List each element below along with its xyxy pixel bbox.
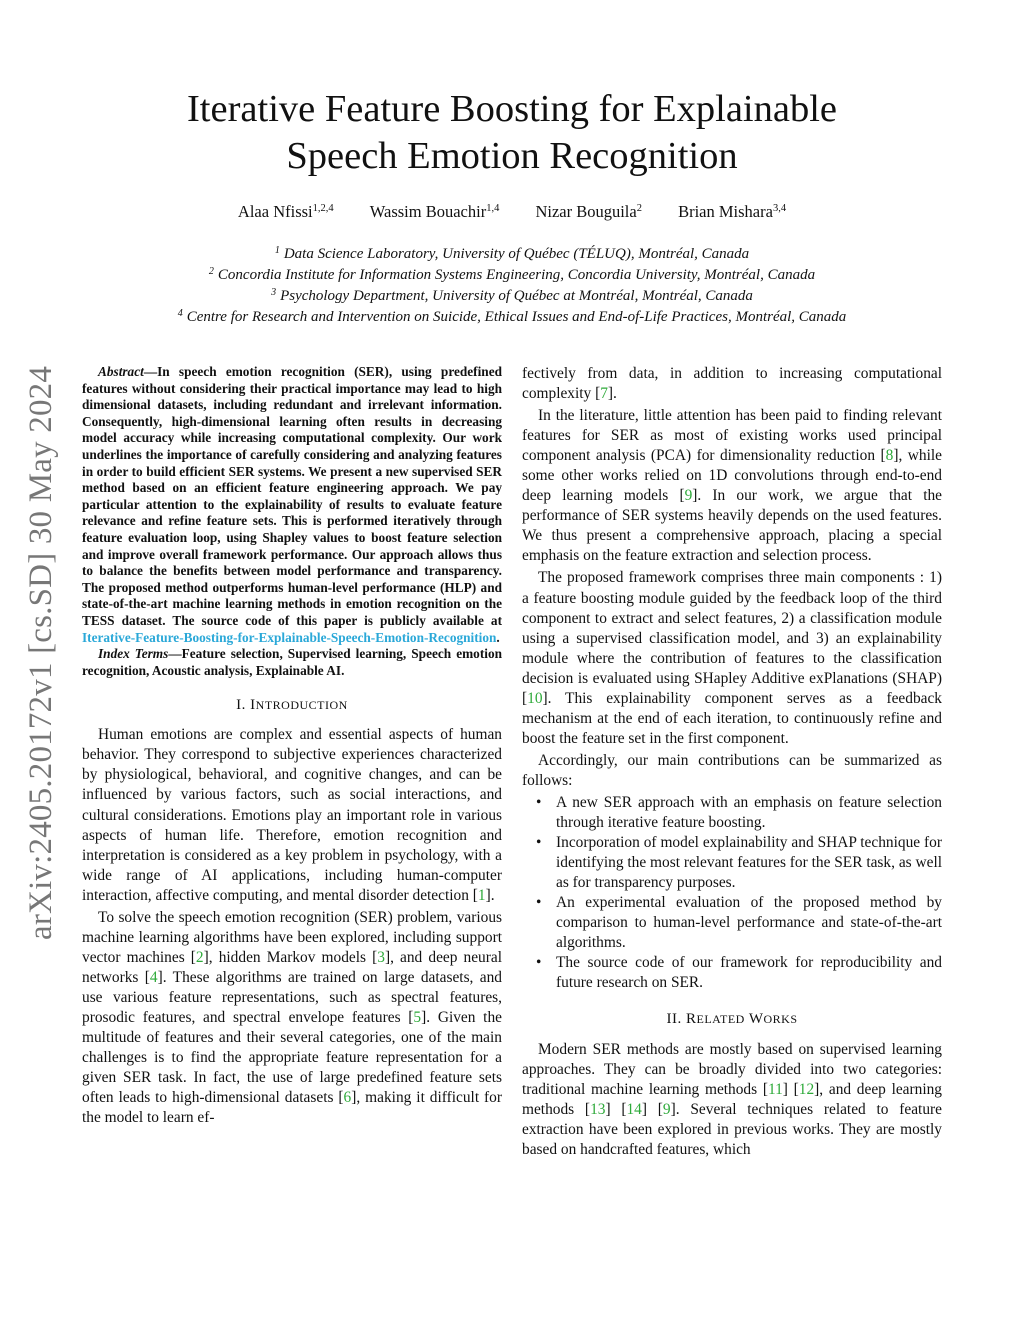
- bullet: •: [536, 894, 542, 912]
- paragraph-text: ], and deep neural networks [: [82, 948, 502, 986]
- contribution-list: [522, 793, 942, 993]
- affiliation: [0, 286, 1024, 307]
- paragraph-text: ]. Several techniques related to feature extraction have been explored in previous works. They are mostly based on handcrafted features, which: [522, 1100, 942, 1158]
- citation-link[interactable]: 9: [662, 1100, 671, 1118]
- affiliation-text: Centre for Research and Intervention on Suicide, Ethical Issues and End-of-Life Practices, Montréal, Canada: [186, 309, 847, 325]
- affiliation-number: 4: [177, 308, 183, 319]
- citation-link[interactable]: 3: [377, 948, 385, 966]
- list-item: [522, 953, 942, 993]
- paragraph-text: ].: [485, 886, 495, 904]
- affiliation-text: Data Science Laboratory, University of Québec (TÉLUQ), Montréal, Canada: [283, 246, 750, 262]
- left-column: [82, 364, 502, 1128]
- section-numeral: II.: [666, 1011, 682, 1028]
- paper-title: [100, 86, 924, 180]
- citation-link[interactable]: 10: [527, 689, 543, 707]
- citation-link[interactable]: 12: [798, 1080, 815, 1098]
- affiliation-number: 2: [208, 266, 214, 277]
- intro-paragraph-2: [82, 908, 502, 1129]
- paragraph-text: ] [: [605, 1100, 627, 1118]
- author: [238, 202, 334, 221]
- paragraph-text: The proposed framework comprises three main components : 1) a feature boosting module guided by the feedback loop of the third component to extract and select features, 2) a classification module using a supervised classification model, and 3) an explainability module where the contribution of features to the classification decision is evaluated using SHapley Additive exPlanations (SHAP) [: [522, 569, 942, 707]
- paragraph-text: To solve the speech emotion recognition (SER) problem, various machine learning algorithms have been explored, including support vector machines [: [82, 908, 502, 966]
- paragraph-text: ], and deep learning methods [: [522, 1080, 943, 1118]
- author-name: Brian Mishara: [678, 202, 773, 221]
- abstract: [82, 364, 502, 646]
- author-name: Wassim Bouachir: [369, 202, 487, 221]
- affiliation-text: Concordia Institute for Information Systems Engineering, Concordia University, Montréal, Canada: [217, 267, 816, 283]
- paragraph-text: Modern SER methods are mostly based on supervised learning approaches. They can be broadly divided into two categories: traditional machine learning methods [: [522, 1040, 942, 1098]
- affiliation-list: [0, 244, 1024, 328]
- paragraph-text: ]. These algorithms are trained on large datasets, and use various feature representations, such as spectral features, prosodic features, and spectral envelope features [: [82, 968, 502, 1026]
- bullet: •: [536, 793, 542, 811]
- affiliation-text: Psychology Department, University of Québec at Montréal, Montréal, Canada: [280, 288, 753, 304]
- paragraph-text: Human emotions are complex and essential aspects of human behavior. They correspond to subjective experiences characterized by physiological, behavioral, and cognitive changes, and can be influenced by various factors, such as social interactions, and cultural considerations. Emotions play an important role in various aspects of human life. Therefore, emotion recognition and interpretation is considered as a key problem in psychology, with a wide range of AI applications, including human-computer interaction, affective computing, and mental disorder detection [: [82, 726, 502, 904]
- bullet: •: [536, 834, 542, 852]
- citation-link[interactable]: 14: [626, 1100, 642, 1118]
- section-numeral: I.: [236, 697, 246, 714]
- right-column: [522, 364, 942, 1160]
- citation-link[interactable]: 11: [767, 1080, 783, 1098]
- author: [370, 202, 500, 221]
- paragraph-text: fectively from data, in addition to increasing computational complexity [: [522, 365, 942, 403]
- author-affiliation-marks: 1,4: [486, 203, 500, 214]
- list-item-text: A new SER approach with an emphasis on feature selection through iterative feature boosting.: [556, 793, 942, 832]
- related-paragraph-1: [522, 1040, 942, 1160]
- author-name: Alaa Nfissi: [237, 202, 313, 221]
- paragraph-text: ].: [607, 385, 617, 403]
- section-title-rest: ORKS: [763, 1012, 798, 1027]
- intro-paragraph-3: [522, 406, 942, 566]
- citation-link[interactable]: 1: [477, 886, 486, 904]
- abstract-end: .: [496, 629, 500, 645]
- intro-paragraph-4: [522, 568, 942, 748]
- author-affiliation-marks: 3,4: [772, 203, 787, 214]
- index-terms-body: —Feature selection, Supervised learning, Speech emotion recognition, Acoustic analysis, Explainable AI.: [82, 646, 502, 678]
- section-title-rest: ELATED: [696, 1012, 745, 1027]
- citation-link[interactable]: 7: [600, 385, 608, 403]
- author-list: [0, 200, 1024, 224]
- paragraph-text: ]. This explainability component serves as a feedback mechanism at the end of each iteration, to continuously refine and boost the feature set in the first component.: [522, 689, 942, 747]
- citation-link[interactable]: 6: [343, 1089, 352, 1107]
- author-name: Nizar Bouguila: [535, 202, 637, 221]
- author-affiliation-marks: 2: [636, 203, 642, 214]
- affiliation: [0, 244, 1024, 265]
- section-heading-related-works: [522, 1009, 942, 1029]
- title-line-2: Speech Emotion Recognition: [286, 135, 738, 177]
- affiliation: [0, 307, 1024, 328]
- section-title-initial: I: [250, 697, 256, 714]
- affiliation: [0, 265, 1024, 286]
- author: [535, 202, 642, 221]
- intro-paragraph-2-continued: [522, 364, 942, 404]
- list-item: [522, 893, 942, 953]
- paragraph-text: ], hidden Markov models [: [203, 948, 378, 966]
- title-line-1: Iterative Feature Boosting for Explainable: [186, 88, 837, 130]
- paragraph-text: ] [: [782, 1080, 799, 1098]
- index-terms: [82, 646, 502, 679]
- list-item-text: An experimental evaluation of the proposed method by comparison to human-level performance and state-of-the-art algorithms.: [556, 894, 942, 952]
- citation-link[interactable]: 2: [195, 948, 204, 966]
- paragraph-text: ]. In our work, we argue that the performance of SER systems heavily depends on the used features. We thus present a comprehensive approach, placing a special emphasis on the feature extraction and selection process.: [522, 487, 942, 565]
- citation-link[interactable]: 13: [590, 1100, 606, 1118]
- intro-paragraph-1: [82, 725, 502, 905]
- index-terms-label: Index Terms: [98, 646, 169, 662]
- affiliation-number: 1: [274, 245, 280, 256]
- section-title-rest: NTRODUCTION: [255, 698, 348, 713]
- arxiv-side-stamp: arXiv:2405.20172v1 [cs.SD] 30 May 2024: [23, 365, 59, 940]
- paragraph-text: ] [: [641, 1100, 663, 1118]
- list-item: [522, 793, 942, 833]
- affiliation-number: 3: [271, 287, 277, 298]
- bullet: •: [536, 954, 542, 972]
- section-title-initial: W: [748, 1011, 764, 1028]
- citation-link[interactable]: 8: [885, 447, 894, 465]
- list-item-text: Incorporation of model explainability and SHAP technique for identifying the most relevant features for the SER task, as well as for transparency purposes.: [556, 834, 942, 892]
- abstract-body: —In speech emotion recognition (SER), using predefined features without considering their practical importance may lead to high dimensional datasets, including redundant and irrelevant information. Consequently, high-dimensional learning often results in decreasing model accuracy while increasing computational complexity. Our work underlines the importance of carefully considering and analyzing features in order to build efficient SER systems. We present a new supervised SER method based on an efficient feature engineering approach. We pay particular attention to the explainability of results to evaluate feature relevance and refine feature sets. This is performed iteratively through feature evaluation loop, using Shapley values to boost feature selection and improve overall framework performance. Our approach allows thus to balance the benefits between model performance and transparency. The proposed method outperforms human-level performance (HLP) and state-of-the-art machine learning methods in emotion recognition on the TESS dataset. The source code of this paper is publicly available at: [82, 364, 502, 628]
- paragraph-text: ], making it difficult for the model to learn ef-: [82, 1089, 502, 1127]
- paragraph-text: ]. Given the multitude of features and their several categories, one of the main challenges is to find the appropriate feature representation for a given SER task. In fact, the use of large predefined feature sets often leads to high-dimensional datasets [: [82, 1008, 502, 1107]
- list-item-text: The source code of our framework for reproducibility and future research on SER.: [556, 954, 942, 992]
- citation-link[interactable]: 5: [413, 1008, 422, 1026]
- source-code-link[interactable]: Iterative-Feature-Boosting-for-Explainable-Speech-Emotion-Recognition: [82, 629, 497, 645]
- section-title-initial: R: [685, 1011, 697, 1028]
- citation-link[interactable]: 9: [684, 487, 693, 505]
- section-heading-introduction: [82, 695, 502, 715]
- author-affiliation-marks: 1,2,4: [312, 203, 334, 214]
- list-item: [522, 833, 942, 893]
- paragraph-text: In the literature, little attention has been paid to finding relevant features for SER as most of existing works used principal component analysis (PCA) for dimensionality reduction [: [522, 407, 942, 465]
- abstract-label: Abstract: [98, 364, 144, 379]
- author: [678, 202, 786, 221]
- paragraph-text: ], while some other works relied on 1D convolutions through end-to-end deep learning models [: [522, 447, 942, 505]
- citation-link[interactable]: 4: [149, 968, 158, 986]
- intro-paragraph-5: Accordingly, our main contributions can be summarized as follows:: [522, 751, 942, 789]
